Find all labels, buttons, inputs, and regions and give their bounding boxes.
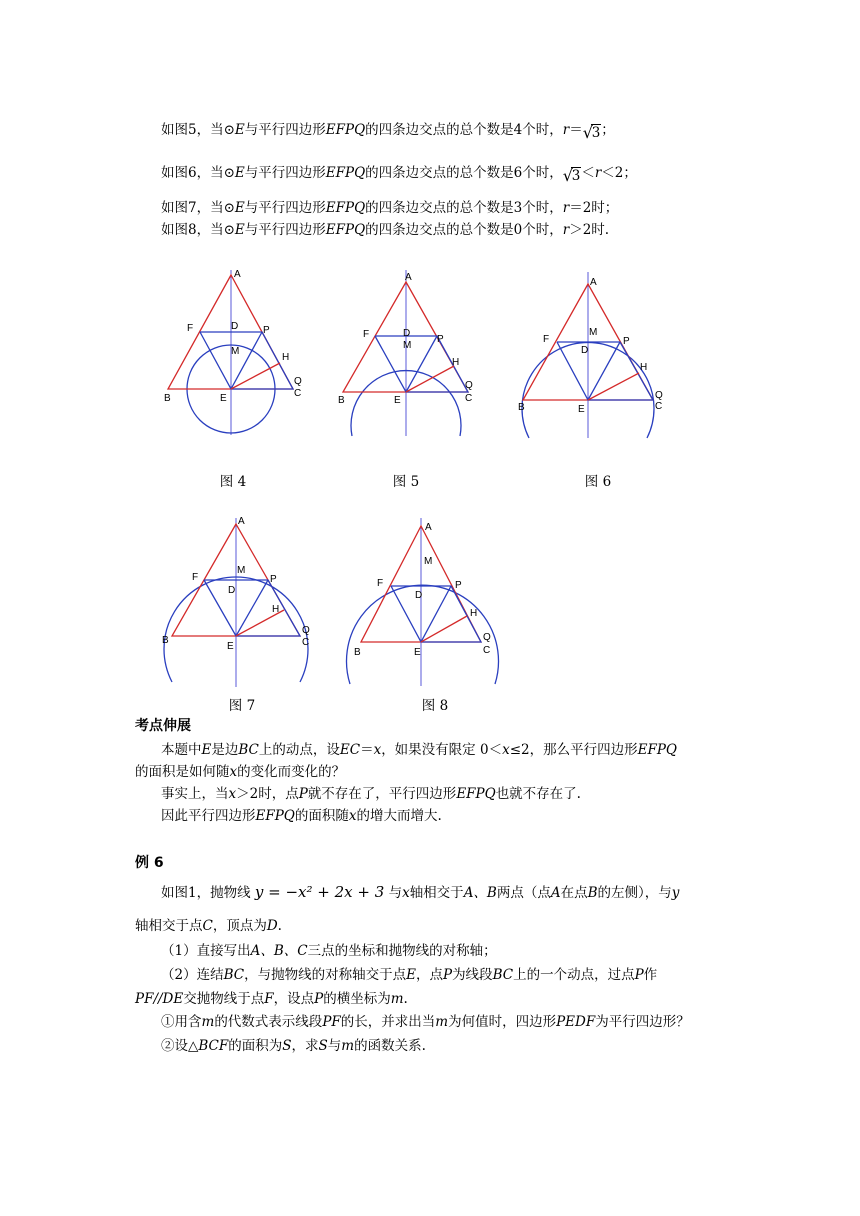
label-a: A bbox=[590, 277, 597, 288]
label-h: H bbox=[452, 357, 460, 368]
figure-8 bbox=[345, 518, 505, 686]
label-m: M bbox=[231, 346, 240, 357]
caption-fig8: 图 8 bbox=[421, 698, 449, 714]
label-e: E bbox=[227, 641, 234, 652]
label-p: P bbox=[263, 325, 270, 336]
label-e: E bbox=[220, 393, 227, 404]
label-p: P bbox=[270, 574, 277, 585]
label-f: F bbox=[187, 323, 194, 334]
figure-4 bbox=[160, 265, 302, 435]
label-m: M bbox=[237, 565, 246, 576]
line-fig5: 如图5，当⊙E与平行四边形EFPQ的四条边交点的总个数是4个时，r＝ √ 3； bbox=[161, 122, 615, 142]
label-c: C bbox=[465, 393, 473, 404]
sqrt-symbol: √ 3 bbox=[562, 166, 581, 185]
label-a: A bbox=[425, 522, 432, 533]
label-m: M bbox=[403, 340, 412, 351]
label-m: M bbox=[589, 327, 598, 338]
label-c: C bbox=[483, 645, 491, 656]
label-h: H bbox=[272, 604, 280, 615]
label-b: B bbox=[162, 635, 169, 646]
label-c: C bbox=[302, 637, 310, 648]
label-q: Q bbox=[465, 380, 473, 391]
example-line-2: 轴相交于点C，顶点为D. bbox=[135, 918, 282, 934]
example-line-1: 如图1，抛物线 y = −x² + 2x + 3 与x轴相交于A、B两点（点A在点B的左侧），与y bbox=[161, 883, 680, 901]
caption-fig4: 图 4 bbox=[219, 474, 247, 490]
label-d: D bbox=[231, 321, 239, 332]
label-d: D bbox=[228, 585, 236, 596]
caption-fig5: 图 5 bbox=[392, 474, 420, 490]
example-heading: 例 6 bbox=[135, 855, 164, 871]
parabola-formula: y = −x² + 2x + 3 bbox=[254, 883, 385, 901]
figure-6 bbox=[515, 272, 665, 442]
label-d: D bbox=[403, 328, 411, 339]
figure-7 bbox=[160, 512, 310, 687]
caption-fig6: 图 6 bbox=[584, 474, 612, 490]
label-c: C bbox=[655, 401, 663, 412]
label-q: Q bbox=[655, 390, 663, 401]
label-h: H bbox=[640, 362, 648, 373]
sqrt-symbol: √ 3 bbox=[582, 123, 601, 142]
line-fig6: 如图6，当⊙E与平行四边形EFPQ的四条边交点的总个数是6个时， √ 3＜r＜2； bbox=[161, 165, 637, 185]
label-a: A bbox=[234, 269, 241, 280]
label-q: Q bbox=[483, 632, 491, 643]
circle-e bbox=[347, 585, 499, 684]
label-h: H bbox=[470, 608, 478, 619]
label-a: A bbox=[405, 272, 412, 283]
label-f: F bbox=[543, 334, 550, 345]
label-f: F bbox=[363, 329, 370, 340]
subquestion-1: ①用含m的代数式表示线段PF的长，并求出当m为何值时，四边形PEDF为平行四边形？ bbox=[161, 1014, 690, 1030]
label-e: E bbox=[394, 395, 401, 406]
label-e: E bbox=[578, 404, 585, 415]
figure-5 bbox=[335, 270, 475, 440]
paragraph-1a: 本题中E是边BC上的动点，设EC＝x，如果没有限定 0＜x≤2，那么平行四边形EFPQ bbox=[161, 742, 677, 758]
label-p: P bbox=[623, 336, 630, 347]
label-b: B bbox=[518, 402, 525, 413]
caption-fig7: 图 7 bbox=[228, 698, 256, 714]
label-q: Q bbox=[302, 625, 310, 636]
label-p: P bbox=[437, 334, 444, 345]
line-fig7: 如图7，当⊙E与平行四边形EFPQ的四条边交点的总个数是3个时，r＝2时； bbox=[161, 200, 619, 216]
label-a: A bbox=[238, 516, 245, 527]
label-h: H bbox=[282, 352, 290, 363]
label-d: D bbox=[415, 590, 423, 601]
label-p: P bbox=[455, 580, 462, 591]
label-f: F bbox=[192, 572, 199, 583]
label-c: C bbox=[294, 388, 302, 399]
subquestion-2: ②设△BCF的面积为S，求S与m的函数关系. bbox=[161, 1038, 426, 1054]
label-e: E bbox=[414, 647, 421, 658]
label-f: F bbox=[377, 578, 384, 589]
label-b: B bbox=[164, 393, 171, 404]
paragraph-3: 因此平行四边形EFPQ的面积随x的增大而增大. bbox=[161, 808, 442, 824]
question-1: （1）直接写出A、B、C三点的坐标和抛物线的对称轴； bbox=[161, 943, 497, 959]
question-2b: PF//DE交抛物线于点F，设点P的横坐标为m. bbox=[135, 991, 408, 1007]
paragraph-2: 事实上，当x＞2时，点P就不存在了，平行四边形EFPQ也就不存在了. bbox=[161, 786, 581, 802]
label-d: D bbox=[581, 345, 589, 356]
section-heading: 考点伸展 bbox=[135, 718, 191, 734]
paragraph-1b: 的面积是如何随x的变化而变化的？ bbox=[135, 764, 346, 780]
label-b: B bbox=[354, 647, 361, 658]
label-m: M bbox=[424, 556, 433, 567]
question-2a: （2）连结BC，与抛物线的对称轴交于点E，点P为线段BC上的一个动点，过点P作 bbox=[161, 967, 658, 983]
label-q: Q bbox=[294, 376, 302, 387]
line-fig8: 如图8，当⊙E与平行四边形EFPQ的四条边交点的总个数是0个时，r＞2时. bbox=[161, 222, 610, 238]
label-b: B bbox=[338, 395, 345, 406]
